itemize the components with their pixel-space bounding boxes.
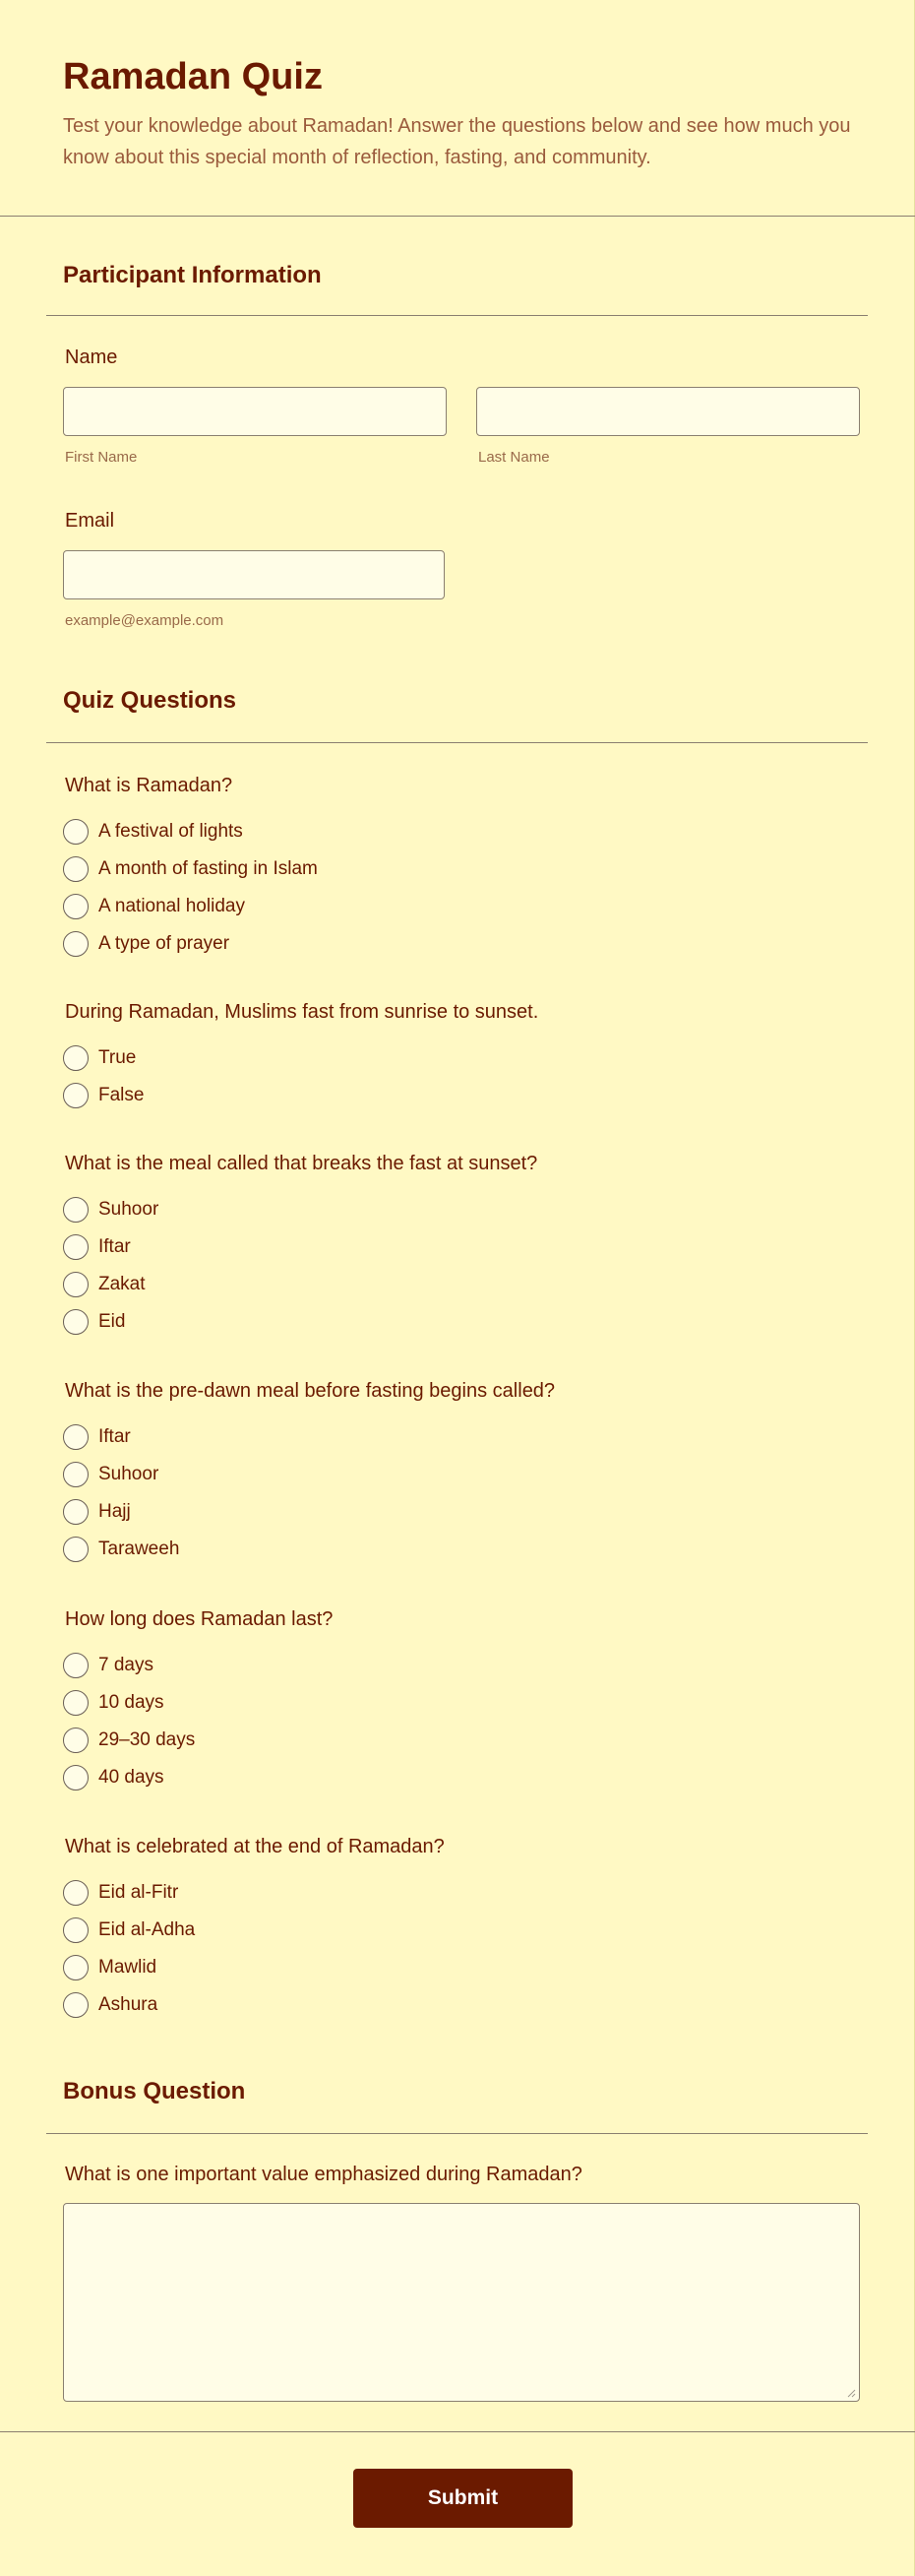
- radio-option[interactable]: [65, 1759, 872, 1796]
- question-4: [65, 1379, 872, 1568]
- radio-button[interactable]: [63, 1309, 89, 1335]
- radio-option[interactable]: [65, 1077, 872, 1114]
- radio-button[interactable]: [63, 1728, 89, 1753]
- radio-button[interactable]: [63, 1765, 89, 1791]
- radio-button[interactable]: [63, 894, 89, 919]
- page-subtitle: Test your knowledge about Ramadan! Answer the questions below and see how much you know about this special month of reflection, fasting, and community.: [63, 115, 851, 168]
- option-label: A month of fasting in Islam: [98, 858, 318, 879]
- header-divider: [0, 216, 915, 217]
- question-1: [65, 774, 872, 963]
- radio-option[interactable]: [65, 1303, 872, 1341]
- radio-button[interactable]: [63, 1499, 89, 1525]
- radio-option[interactable]: [65, 1912, 872, 1949]
- option-label: 10 days: [98, 1692, 164, 1713]
- radio-option[interactable]: [65, 1418, 872, 1456]
- first-name-sublabel: First Name: [65, 449, 138, 466]
- question-6: [65, 1835, 872, 2024]
- radio-button[interactable]: [63, 856, 89, 882]
- radio-button[interactable]: [63, 1083, 89, 1108]
- option-label: True: [98, 1047, 137, 1068]
- radio-option[interactable]: [65, 1456, 872, 1493]
- question-3: [65, 1152, 872, 1341]
- question-label: What is Ramadan?: [65, 775, 233, 796]
- resize-grip-icon[interactable]: [846, 2388, 856, 2398]
- page-title: Ramadan Quiz: [63, 56, 323, 97]
- radio-option[interactable]: [65, 1266, 872, 1303]
- radio-option[interactable]: [65, 1986, 872, 2024]
- radio-button[interactable]: [63, 1880, 89, 1906]
- email-label: Email: [65, 510, 115, 532]
- option-label: Hajj: [98, 1501, 131, 1522]
- option-label: Suhoor: [98, 1199, 159, 1220]
- radio-button[interactable]: [63, 1917, 89, 1943]
- option-label: 7 days: [98, 1655, 153, 1675]
- radio-option[interactable]: [65, 925, 872, 963]
- radio-option[interactable]: [65, 1228, 872, 1266]
- radio-option[interactable]: [65, 1039, 872, 1077]
- option-label: Suhoor: [98, 1464, 159, 1484]
- radio-option[interactable]: [65, 888, 872, 925]
- section-divider: [46, 315, 868, 316]
- radio-button[interactable]: [63, 1992, 89, 2018]
- option-label: Iftar: [98, 1426, 131, 1447]
- radio-option[interactable]: [65, 850, 872, 888]
- section-title-bonus: Bonus Question: [63, 2078, 246, 2105]
- option-label: 29–30 days: [98, 1729, 196, 1750]
- radio-option[interactable]: [65, 1722, 872, 1759]
- option-label: 40 days: [98, 1767, 164, 1788]
- radio-option[interactable]: [65, 1191, 872, 1228]
- option-label: A type of prayer: [98, 933, 230, 954]
- section-divider: [46, 742, 868, 743]
- radio-group: [65, 1647, 872, 1796]
- radio-button[interactable]: [63, 931, 89, 957]
- first-name-input[interactable]: [63, 387, 447, 436]
- option-label: Ashura: [98, 1994, 158, 2015]
- section-divider: [46, 2133, 868, 2134]
- submit-button[interactable]: Submit: [353, 2469, 573, 2528]
- radio-option[interactable]: [65, 1684, 872, 1722]
- form-header: [63, 55, 870, 173]
- footer-divider: [0, 2431, 915, 2432]
- radio-button[interactable]: [63, 1653, 89, 1678]
- option-label: Taraweeh: [98, 1539, 180, 1559]
- radio-group: [65, 1191, 872, 1341]
- bonus-answer-textarea[interactable]: [63, 2203, 860, 2402]
- option-label: Zakat: [98, 1274, 146, 1294]
- name-label: Name: [65, 346, 118, 368]
- question-label: What is celebrated at the end of Ramadan?: [65, 1836, 445, 1857]
- section-title-participant: Participant Information: [63, 262, 322, 288]
- option-label: A festival of lights: [98, 821, 243, 842]
- question-label: During Ramadan, Muslims fast from sunrise to sunset.: [65, 1001, 539, 1023]
- radio-group: [65, 1874, 872, 2024]
- radio-button[interactable]: [63, 1955, 89, 1980]
- radio-option[interactable]: [65, 1531, 872, 1568]
- question-5: [65, 1607, 872, 1796]
- radio-button[interactable]: [63, 1197, 89, 1223]
- option-label: False: [98, 1085, 145, 1105]
- bonus-question-label: What is one important value emphasized during Ramadan?: [65, 2164, 582, 2185]
- section-title-quiz: Quiz Questions: [63, 687, 237, 714]
- radio-button[interactable]: [63, 1272, 89, 1297]
- radio-option[interactable]: [65, 813, 872, 850]
- radio-button[interactable]: [63, 1234, 89, 1260]
- email-sublabel: example@example.com: [65, 612, 224, 629]
- question-label: What is the pre-dawn meal before fasting begins called?: [65, 1380, 556, 1402]
- radio-button[interactable]: [63, 1424, 89, 1450]
- email-field[interactable]: [63, 550, 445, 599]
- radio-option[interactable]: [65, 1647, 872, 1684]
- radio-button[interactable]: [63, 1690, 89, 1716]
- last-name-sublabel: Last Name: [478, 449, 550, 466]
- question-label: How long does Ramadan last?: [65, 1608, 334, 1630]
- option-label: Eid al-Fitr: [98, 1882, 179, 1903]
- option-label: A national holiday: [98, 896, 245, 916]
- option-label: Iftar: [98, 1236, 131, 1257]
- radio-button[interactable]: [63, 1045, 89, 1071]
- radio-group: [65, 1418, 872, 1568]
- radio-button[interactable]: [63, 1537, 89, 1562]
- question-label: What is the meal called that breaks the fast at sunset?: [65, 1153, 538, 1174]
- option-label: Eid: [98, 1311, 126, 1332]
- question-2: [65, 1000, 872, 1114]
- radio-group: [65, 813, 872, 963]
- radio-option[interactable]: [65, 1493, 872, 1531]
- last-name-input[interactable]: [476, 387, 860, 436]
- radio-option[interactable]: [65, 1949, 872, 1986]
- radio-button[interactable]: [63, 819, 89, 845]
- radio-group: [65, 1039, 872, 1114]
- option-label: Mawlid: [98, 1957, 157, 1978]
- option-label: Eid al-Adha: [98, 1919, 196, 1940]
- radio-option[interactable]: [65, 1874, 872, 1912]
- radio-button[interactable]: [63, 1462, 89, 1487]
